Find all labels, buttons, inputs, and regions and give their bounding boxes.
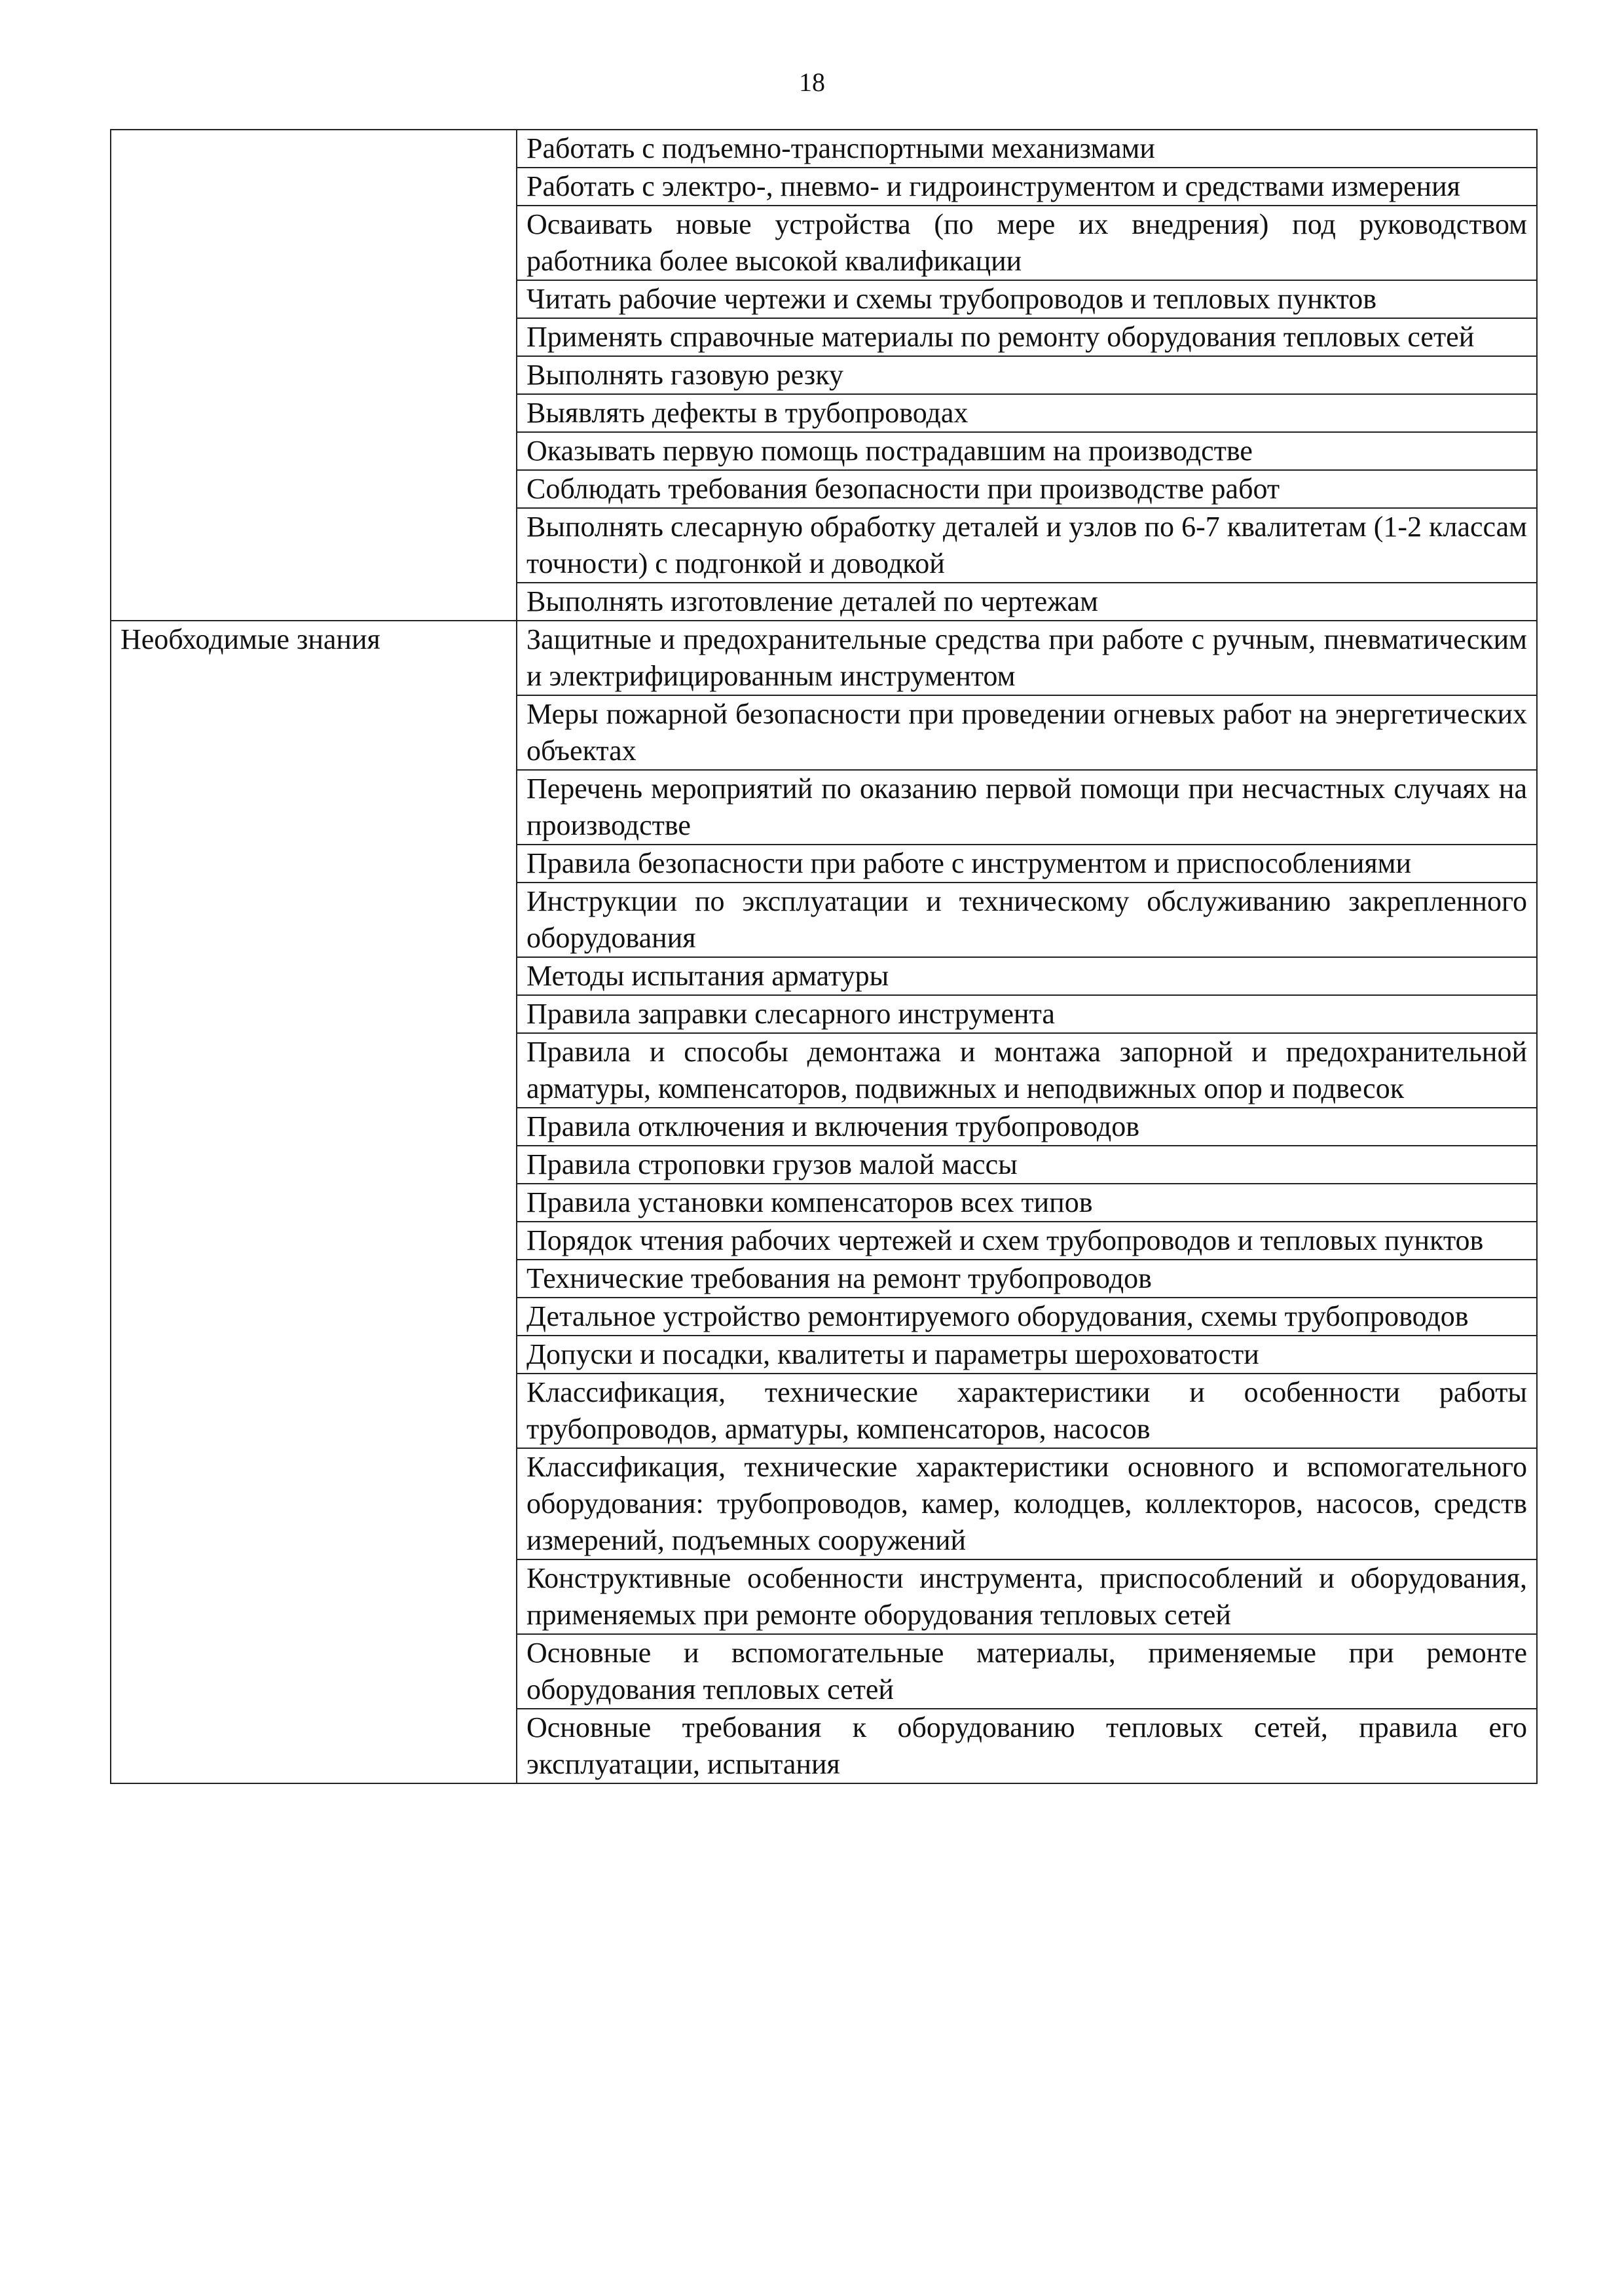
table-row	[111, 621, 1537, 695]
skill-item: Работать с электро-, пневмо- и гидроинструментом и средствами измерения	[517, 168, 1537, 206]
skill-item: Выявлять дефекты в трубопроводах	[517, 394, 1537, 432]
skill-item: Работать с подъемно-транспортными механизмами	[517, 130, 1537, 168]
knowledge-item: Конструктивные особенности инструмента, приспособлений и оборудования, применяемых при ремонте оборудования тепловых сетей	[517, 1559, 1537, 1634]
skill-item: Выполнять слесарную обработку деталей и узлов по 6-7 квалитетам (1-2 классам точности) с подгонкой и доводкой	[517, 508, 1537, 583]
knowledge-item: Допуски и посадки, квалитеты и параметры шероховатости	[517, 1336, 1537, 1374]
table-row	[111, 130, 1537, 168]
knowledge-item: Правила отключения и включения трубопроводов	[517, 1108, 1537, 1146]
knowledge-item: Инструкции по эксплуатации и техническому обслуживанию закрепленного оборудования	[517, 883, 1537, 957]
skill-item: Применять справочные материалы по ремонту оборудования тепловых сетей	[517, 318, 1537, 356]
page-number: 18	[799, 67, 825, 97]
knowledge-item: Детальное устройство ремонтируемого оборудования, схемы трубопроводов	[517, 1298, 1537, 1336]
skill-item: Читать рабочие чертежи и схемы трубопроводов и тепловых пунктов	[517, 280, 1537, 318]
knowledge-item: Классификация, технические характеристики основного и вспомогательного оборудования: трубопроводов, камер, колодцев, коллекторов, насосов, средств измерений, подъемных сооружений	[517, 1448, 1537, 1559]
knowledge-item: Основные требования к оборудованию тепловых сетей, правила его эксплуатации, испытания	[517, 1709, 1537, 1783]
knowledge-item: Методы испытания арматуры	[517, 957, 1537, 995]
knowledge-item: Правила заправки слесарного инструмента	[517, 995, 1537, 1033]
skills-section-label	[111, 130, 517, 621]
knowledge-item: Технические требования на ремонт трубопроводов	[517, 1260, 1537, 1298]
skill-item: Осваивать новые устройства (по мере их внедрения) под руководством работника более высокой квалификации	[517, 206, 1537, 280]
knowledge-item: Правила безопасности при работе с инструментом и приспособлениями	[517, 845, 1537, 883]
competency-table	[110, 129, 1538, 1784]
knowledge-item: Перечень мероприятий по оказанию первой помощи при несчастных случаях на производстве	[517, 770, 1537, 845]
skill-item: Выполнять изготовление деталей по чертежам	[517, 583, 1537, 621]
skill-item: Выполнять газовую резку	[517, 356, 1537, 394]
knowledge-item: Порядок чтения рабочих чертежей и схем трубопроводов и тепловых пунктов	[517, 1222, 1537, 1260]
knowledge-item: Меры пожарной безопасности при проведении огневых работ на энергетических объектах	[517, 695, 1537, 770]
table-body	[111, 130, 1537, 1783]
knowledge-item: Защитные и предохранительные средства при работе с ручным, пневматическим и электрифицированным инструментом	[517, 621, 1537, 695]
knowledge-section-label: Необходимые знания	[111, 621, 517, 1783]
skill-item: Оказывать первую помощь пострадавшим на производстве	[517, 432, 1537, 470]
knowledge-item: Классификация, технические характеристики и особенности работы трубопроводов, арматуры, компенсаторов, насосов	[517, 1374, 1537, 1448]
skill-item: Соблюдать требования безопасности при производстве работ	[517, 470, 1537, 508]
knowledge-item: Основные и вспомогательные материалы, применяемые при ремонте оборудования тепловых сетей	[517, 1634, 1537, 1709]
knowledge-item: Правила строповки грузов малой массы	[517, 1146, 1537, 1184]
knowledge-item: Правила и способы демонтажа и монтажа запорной и предохранительной арматуры, компенсаторов, подвижных и неподвижных опор и подвесок	[517, 1033, 1537, 1108]
knowledge-item: Правила установки компенсаторов всех типов	[517, 1184, 1537, 1222]
